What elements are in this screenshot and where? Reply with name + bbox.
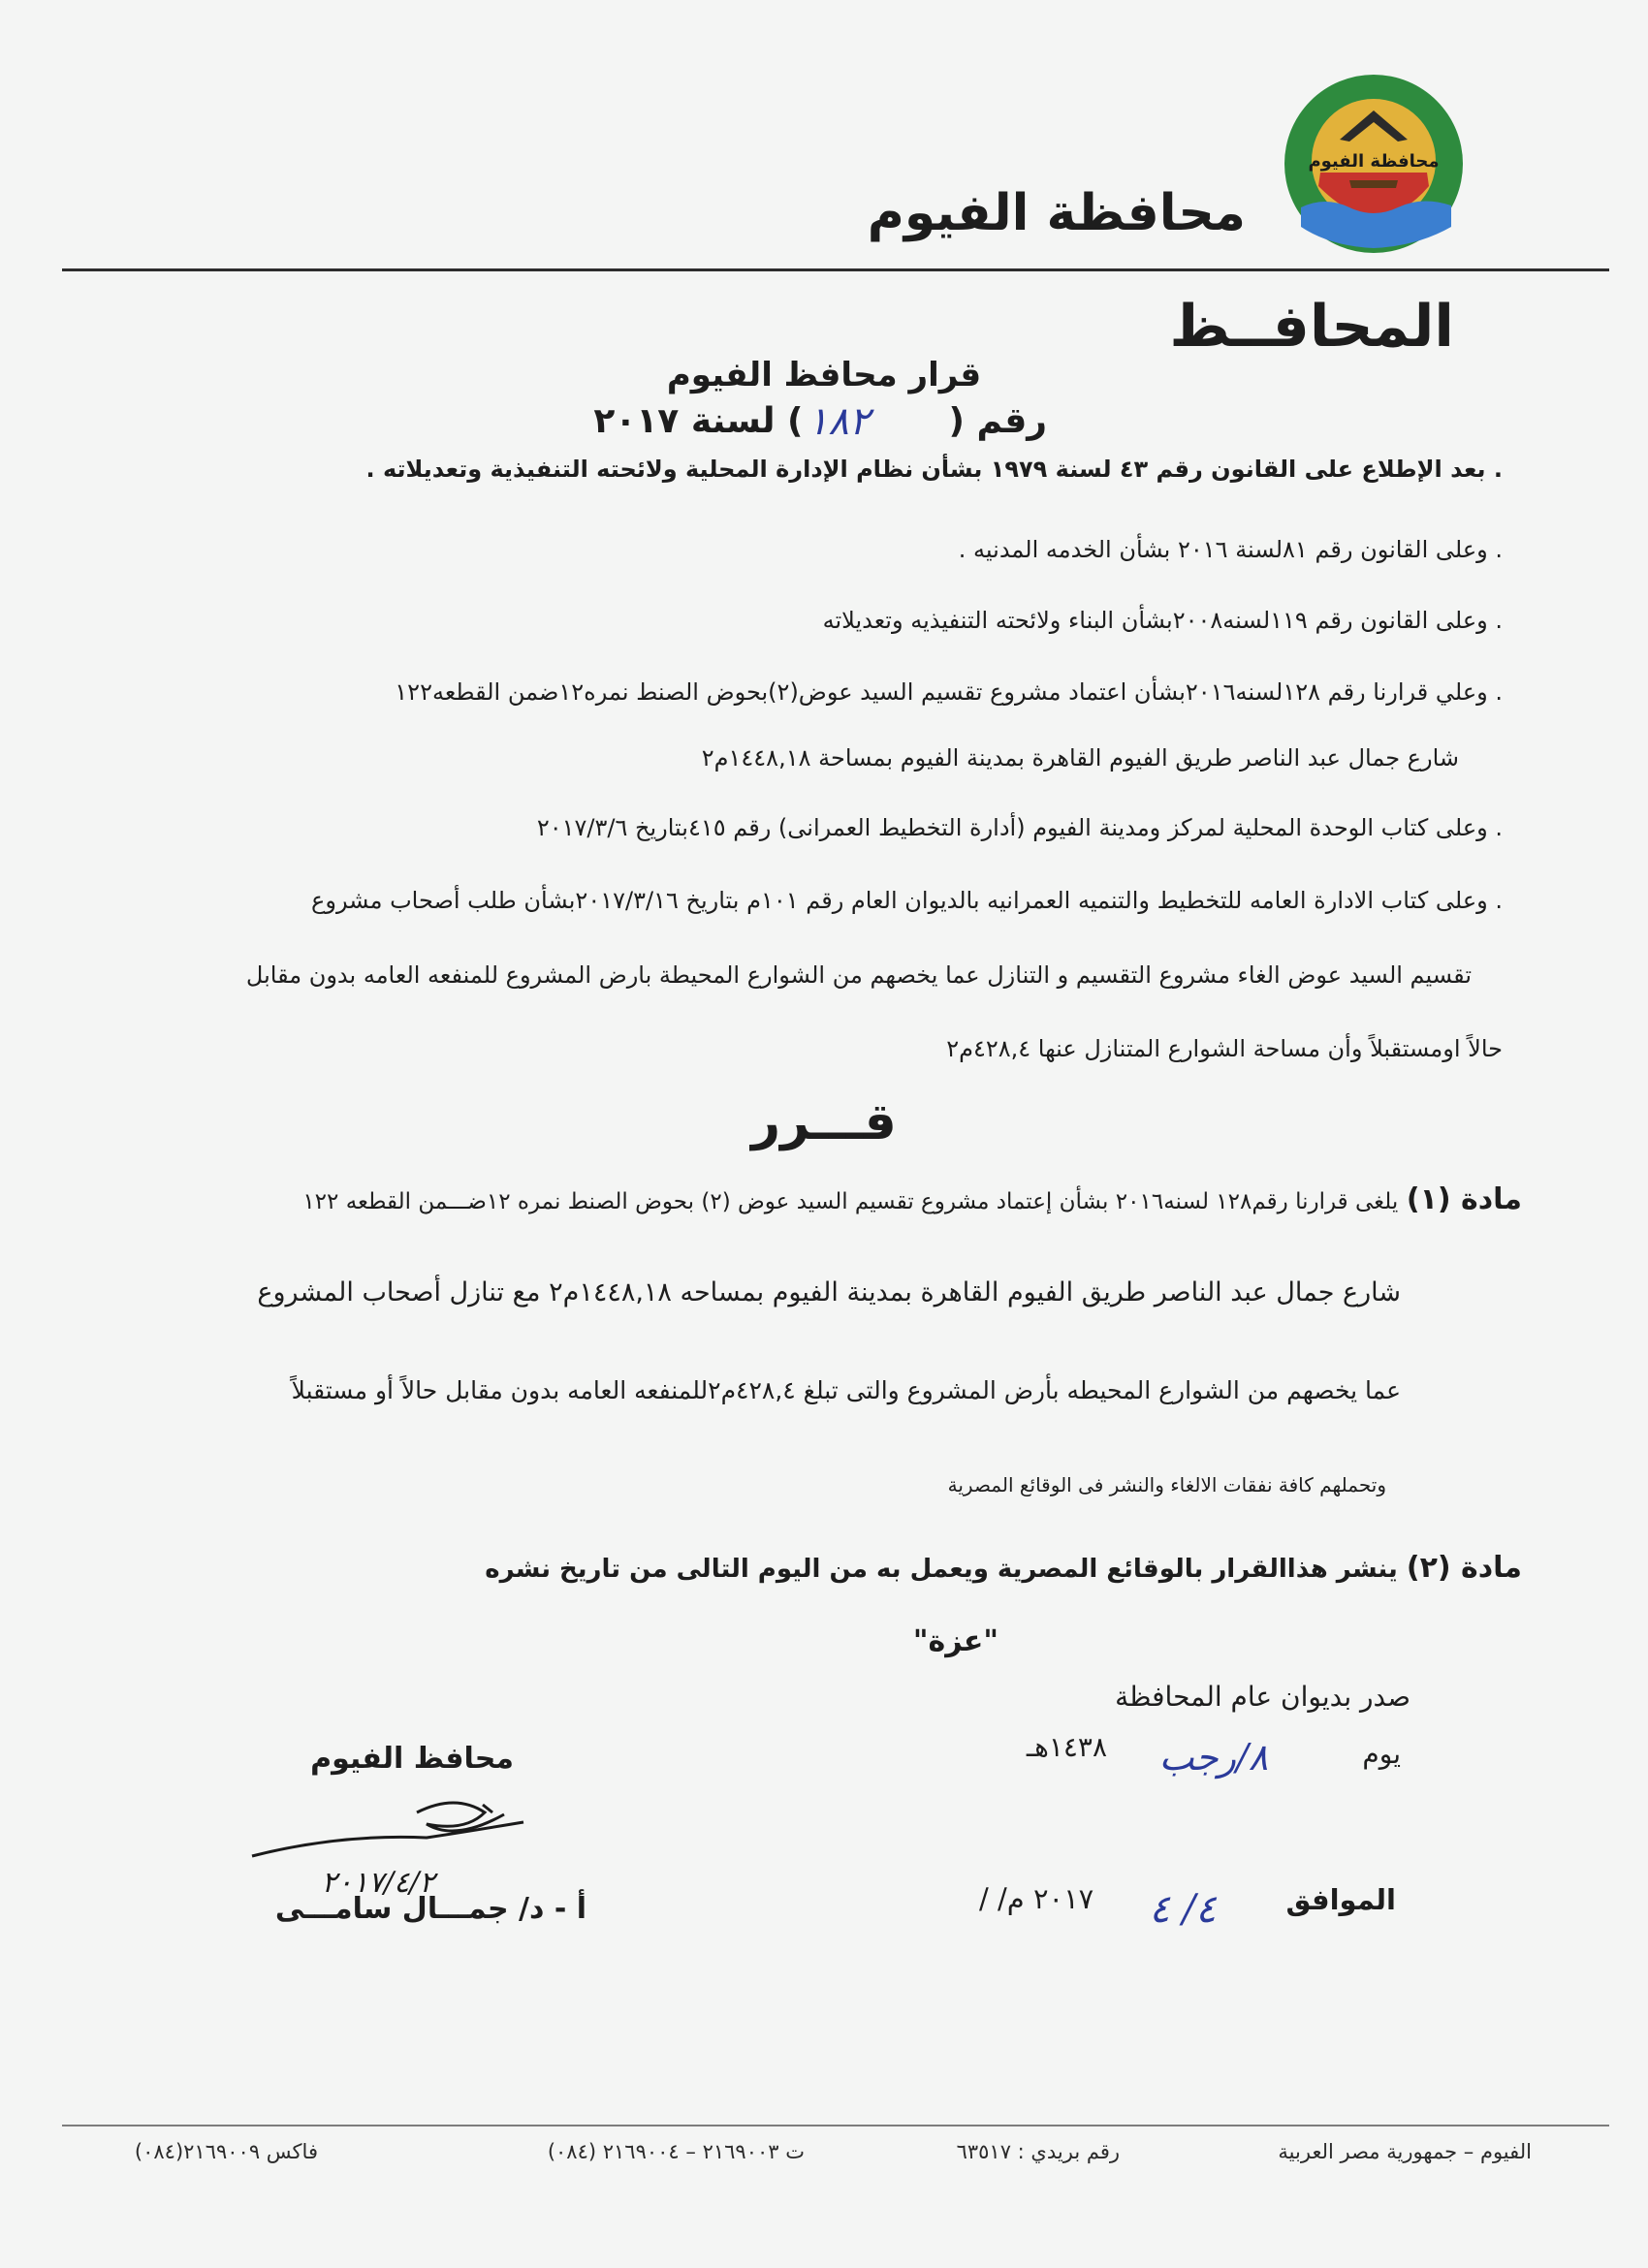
preamble-line: . وعلي قرارنا رقم ١٢٨لسنه٢٠١٦بشأن اعتماد مشروع تقسيم السيد عوض(٢)بحوض الصنط نمره١٢ضمن القطعه١٢٢ [395,678,1503,706]
gregorian-date: / /٢٠١٧ م [979,1882,1094,1915]
equivalent-date-label: الموافق [1285,1883,1396,1916]
article-1-line: شارع جمال عبد الناصر طريق الفيوم القاهرة بمدينة الفيوم بمساحه ١٤٤٨,١٨م٢ مع تنازل أصحاب المشروع [257,1277,1401,1307]
header-divider [62,268,1609,271]
svg-text:٢٠١٧/٤/٢: ٢٠١٧/٤/٢ [321,1866,435,1900]
governorate-logo [1282,72,1466,256]
svg-text:٤/ ٤: ٤/ ٤ [1149,1887,1217,1932]
svg-text:٨/رجب: ٨/رجب [1158,1736,1269,1779]
preamble-line: شارع جمال عبد الناصر طريق الفيوم القاهرة بمدينة الفيوم بمساحة ١٤٤٨,١٨م٢ [701,744,1459,772]
decision-number-suffix: ) لسنة ٢٠١٧ [593,401,804,441]
hijri-year: ١٤٣٨هـ [1026,1731,1107,1763]
preamble-line: . بعد الإطلاع على القانون رقم ٤٣ لسنة ١٩٧٩ بشأن نظام الإدارة المحلية ولائحته التنفيذية وتعديلاته . [365,456,1503,483]
svg-text:١٨٢: ١٨٢ [807,399,871,444]
issued-day-label: يوم [1362,1738,1401,1770]
article-1-line [302,1182,1522,1216]
footer-phone: ت ٢١٦٩٠٠٣ – ٢١٦٩٠٠٤ (٠٨٤) [547,2140,805,2163]
preamble-line: . وعلى كتاب الوحدة المحلية لمركز ومدينة الفيوم (أدارة التخطيط العمرانى) رقم ٤١٥بتاريخ ٢٠١٧/٣/٦ [536,814,1503,841]
decision-title: قرار محافظ الفيوم [666,356,982,394]
article-1-label: مادة (١) [1406,1182,1522,1216]
closing-quote: "عزة" [912,1624,998,1658]
preamble-line: . وعلى القانون رقم ١١٩لسنه٢٠٠٨بشأن البناء ولائحته التنفيذيه وتعديلاته [822,607,1503,634]
preamble-line: تقسيم السيد عوض الغاء مشروع التقسيم و التنازل عما يخصهم من الشوارع المحيطة بارض المشروع للمنفعه العامه بدون مقابل [245,961,1472,989]
decision-number-prefix: رقم ( [948,401,1047,441]
footer-address: الفيوم – جمهورية مصر العربية [1278,2140,1532,2163]
handwritten-gregorian-date [1047,1875,1289,1937]
handwritten-hijri-day [1117,1723,1311,1789]
preamble-line: حالاً اومستقبلاً وأن مساحة الشوارع المتنازل عنها ٤٢٨,٤م٢ [946,1035,1503,1062]
article-2-text: ينشر هذاالقرار بالوقائع المصرية ويعمل به من اليوم التالى من تاريخ نشره [485,1555,1398,1584]
preamble-line: . وعلى القانون رقم ٨١لسنة ٢٠١٦ بشأن الخدمه المدنيه . [958,536,1503,563]
issued-by: صدر بديوان عام المحافظة [1115,1681,1410,1713]
article-1-line: عما يخصهم من الشوارع المحيطه بأرض المشروع والتى تبلغ ٤٢٨,٤م٢للمنفعه العامه بدون مقابل حالاً أو مستقبلاً [291,1376,1401,1404]
governorate-name: محافظة الفيوم [867,184,1246,242]
footer-fax: فاكس ٢١٦٩٠٠٩(٠٨٤) [134,2140,318,2163]
handwritten-decision-number [776,392,902,450]
footer-postal: رقم بريدي : ٦٣٥١٧ [956,2140,1120,2163]
governor-name: أ - د/ جمـــال سامـــى [274,1892,586,1926]
svg-text:محافظة الفيوم: محافظة الفيوم [1308,151,1440,172]
preamble-line: . وعلى كتاب الادارة العامه للتخطيط والتنميه العمرانيه بالديوان العام رقم ١٠١م بتاريخ ٢٠١٧/٣/١٦بشأن طلب أصحاب مشروع [311,887,1503,914]
article-2-line [485,1551,1522,1585]
decides-heading: قـــرر [751,1093,897,1151]
footer-divider [62,2125,1609,2126]
article-1-text: يلغى قرارنا رقم١٢٨ لسنه٢٠١٦ بشأن إعتماد مشروع تقسيم السيد عوض (٢) بحوض الصنط نمره ١٢ضـــمن القطعه ١٢٢ [302,1189,1399,1214]
governor-title: محافظ الفيوم [310,1742,514,1776]
article-2-label: مادة (٢) [1406,1551,1522,1585]
office-title: المحافــظ [1169,293,1454,361]
article-1-line: وتحملهم كافة نفقات الالغاء والنشر فى الوقائع المصرية [947,1473,1386,1496]
